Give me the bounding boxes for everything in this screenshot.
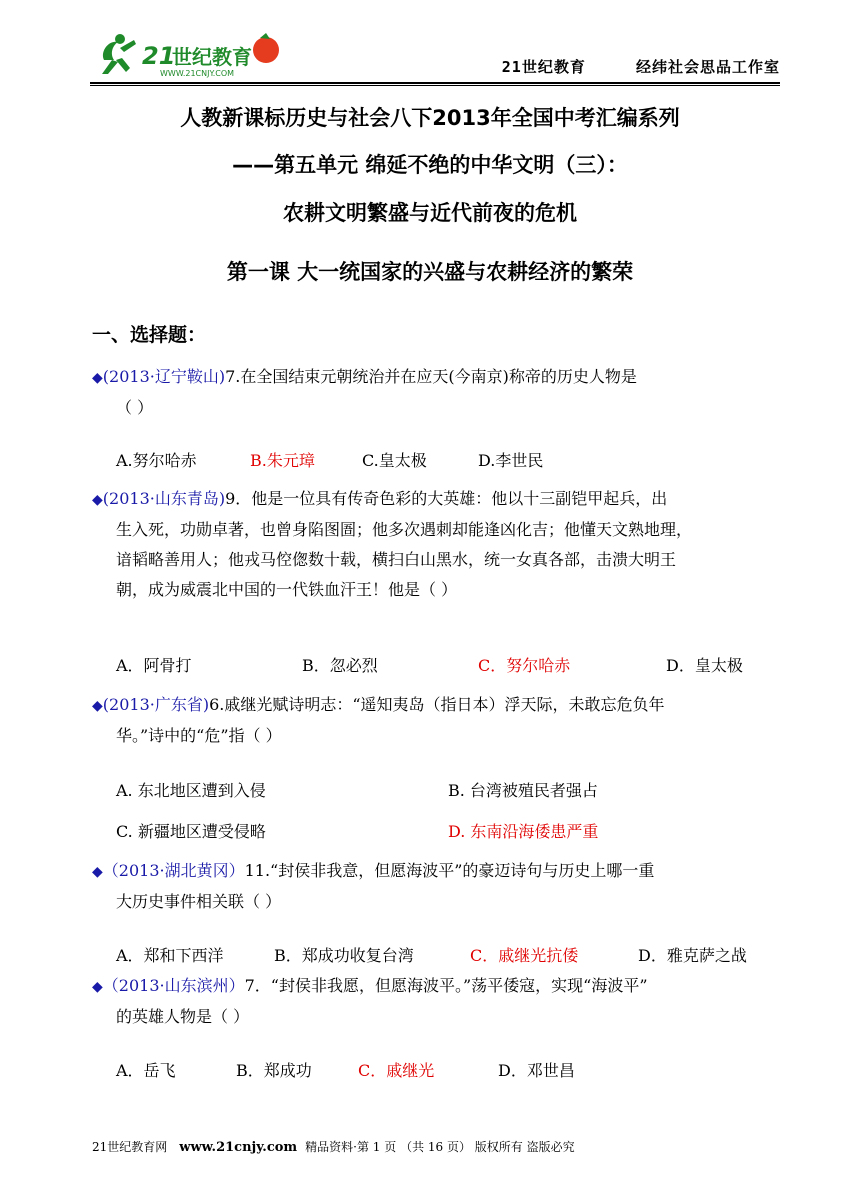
section-title: 一、选择题：	[92, 324, 207, 346]
option-a: A.努尔哈赤	[116, 451, 197, 470]
question-text: 9．他是一位具有传奇色彩的大英雄：他以十三副铠甲起兵，出	[225, 489, 668, 508]
option-a: A．阿骨打	[116, 656, 192, 675]
option-a: A．郑和下西洋	[116, 946, 224, 965]
question-text: 7.在全国结束元朝统治并在应天(今南京)称帝的历史人物是	[225, 367, 637, 386]
21cnjy-logo	[90, 30, 290, 82]
lesson-title: 第一课 大一统国家的兴盛与农耕经济的繁荣	[226, 260, 634, 284]
option-c: C. 新疆地区遭受侵略	[116, 822, 266, 841]
question-text: 华。”诗中的“危”指（ ）	[116, 726, 282, 745]
question-text: 生入死，功勋卓著，也曾身陷图圄；他多次遇刺却能逢凶化吉；他懂天文熟地理，	[116, 520, 693, 539]
doc-title-line-2: ——第五单元 绵延不绝的中华文明（三）：	[232, 153, 628, 177]
question-2	[92, 484, 782, 605]
page-header	[90, 28, 780, 86]
footer-site: 21世纪教育网	[92, 1140, 168, 1154]
footer-page-info: 精品资料·第 1 页 （共 16 页） 版权所有 盗版必究	[305, 1140, 575, 1154]
option-d-answer: D. 东南沿海倭患严重	[448, 822, 599, 841]
question-source: (2013·辽宁鞍山)	[102, 367, 226, 386]
option-c-answer: C．戚继光抗倭	[470, 946, 579, 965]
option-c: C.皇太极	[362, 451, 427, 470]
bullet-diamond-icon: ◆	[92, 492, 103, 508]
option-c-answer: C．戚继光	[358, 1061, 435, 1080]
question-source: (2013·广东省)	[102, 695, 210, 714]
question-text: （ ）	[116, 398, 154, 417]
option-d: D．雅克萨之战	[638, 946, 747, 965]
question-source: （2013·湖北黄冈）	[102, 861, 245, 880]
doc-title-line-1: 人教新课标历史与社会八下2013年全国中考汇编系列	[180, 106, 680, 130]
option-c-answer: C．努尔哈赤	[478, 656, 571, 675]
doc-title-line-3: 农耕文明繁盛与近代前夜的危机	[283, 201, 577, 225]
header-studio-text: 21世纪教育 经纬社会思品工作室	[501, 58, 780, 76]
question-text: 11.“封侯非我意，但愿海波平”的豪迈诗句与历史上哪一重	[244, 861, 655, 880]
question-source: （2013·山东滨州）	[102, 976, 245, 995]
bullet-diamond-icon: ◆	[92, 979, 103, 995]
question-4	[92, 856, 782, 917]
option-b: B．郑成功	[236, 1061, 312, 1080]
svg-text:世纪教育: 世纪教育	[172, 45, 252, 69]
footer-url-link[interactable]: www.21cnjy.com	[179, 1140, 298, 1155]
question-text: 谙韬略善用人；他戎马倥偬数十载，横扫白山黑水，统一女真各部，击溃大明王	[116, 550, 677, 569]
question-text: 的英雄人物是（ ）	[116, 1007, 250, 1026]
svg-text:WWW.21CNJY.COM: WWW.21CNJY.COM	[160, 69, 235, 78]
bullet-diamond-icon: ◆	[92, 370, 103, 386]
option-d: D．皇太极	[666, 656, 743, 675]
option-a: A．岳飞	[116, 1061, 176, 1080]
option-b-answer: B.朱元璋	[250, 451, 315, 470]
question-1	[92, 362, 782, 423]
question-text: 7．“封侯非我愿，但愿海波平。”荡平倭寇，实现“海波平”	[244, 976, 648, 995]
header-rule-thin	[90, 85, 780, 86]
option-b: B. 台湾被殖民者强占	[448, 781, 598, 800]
question-source: (2013·山东青岛)	[102, 489, 226, 508]
header-rule	[90, 82, 780, 84]
question-text: 大历史事件相关联（ ）	[116, 892, 282, 911]
question-text: 朝，成为威震北中国的一代铁血汗王！他是（ ）	[116, 580, 458, 599]
question-3	[92, 690, 782, 751]
svg-text:21: 21	[142, 42, 176, 70]
bullet-diamond-icon: ◆	[92, 698, 103, 714]
question-5	[92, 971, 782, 1032]
page-footer	[92, 1138, 575, 1155]
option-d: D.李世民	[478, 451, 544, 470]
option-a: A. 东北地区遭到入侵	[116, 781, 266, 800]
option-b: B．忽必烈	[302, 656, 378, 675]
option-b: B．郑成功收复台湾	[274, 946, 414, 965]
bullet-diamond-icon: ◆	[92, 864, 103, 880]
question-text: 6.戚继光赋诗明志：“遥知夷岛（指日本）浮天际，未敢忘危负年	[209, 695, 665, 714]
option-d: D．邓世昌	[498, 1061, 575, 1080]
